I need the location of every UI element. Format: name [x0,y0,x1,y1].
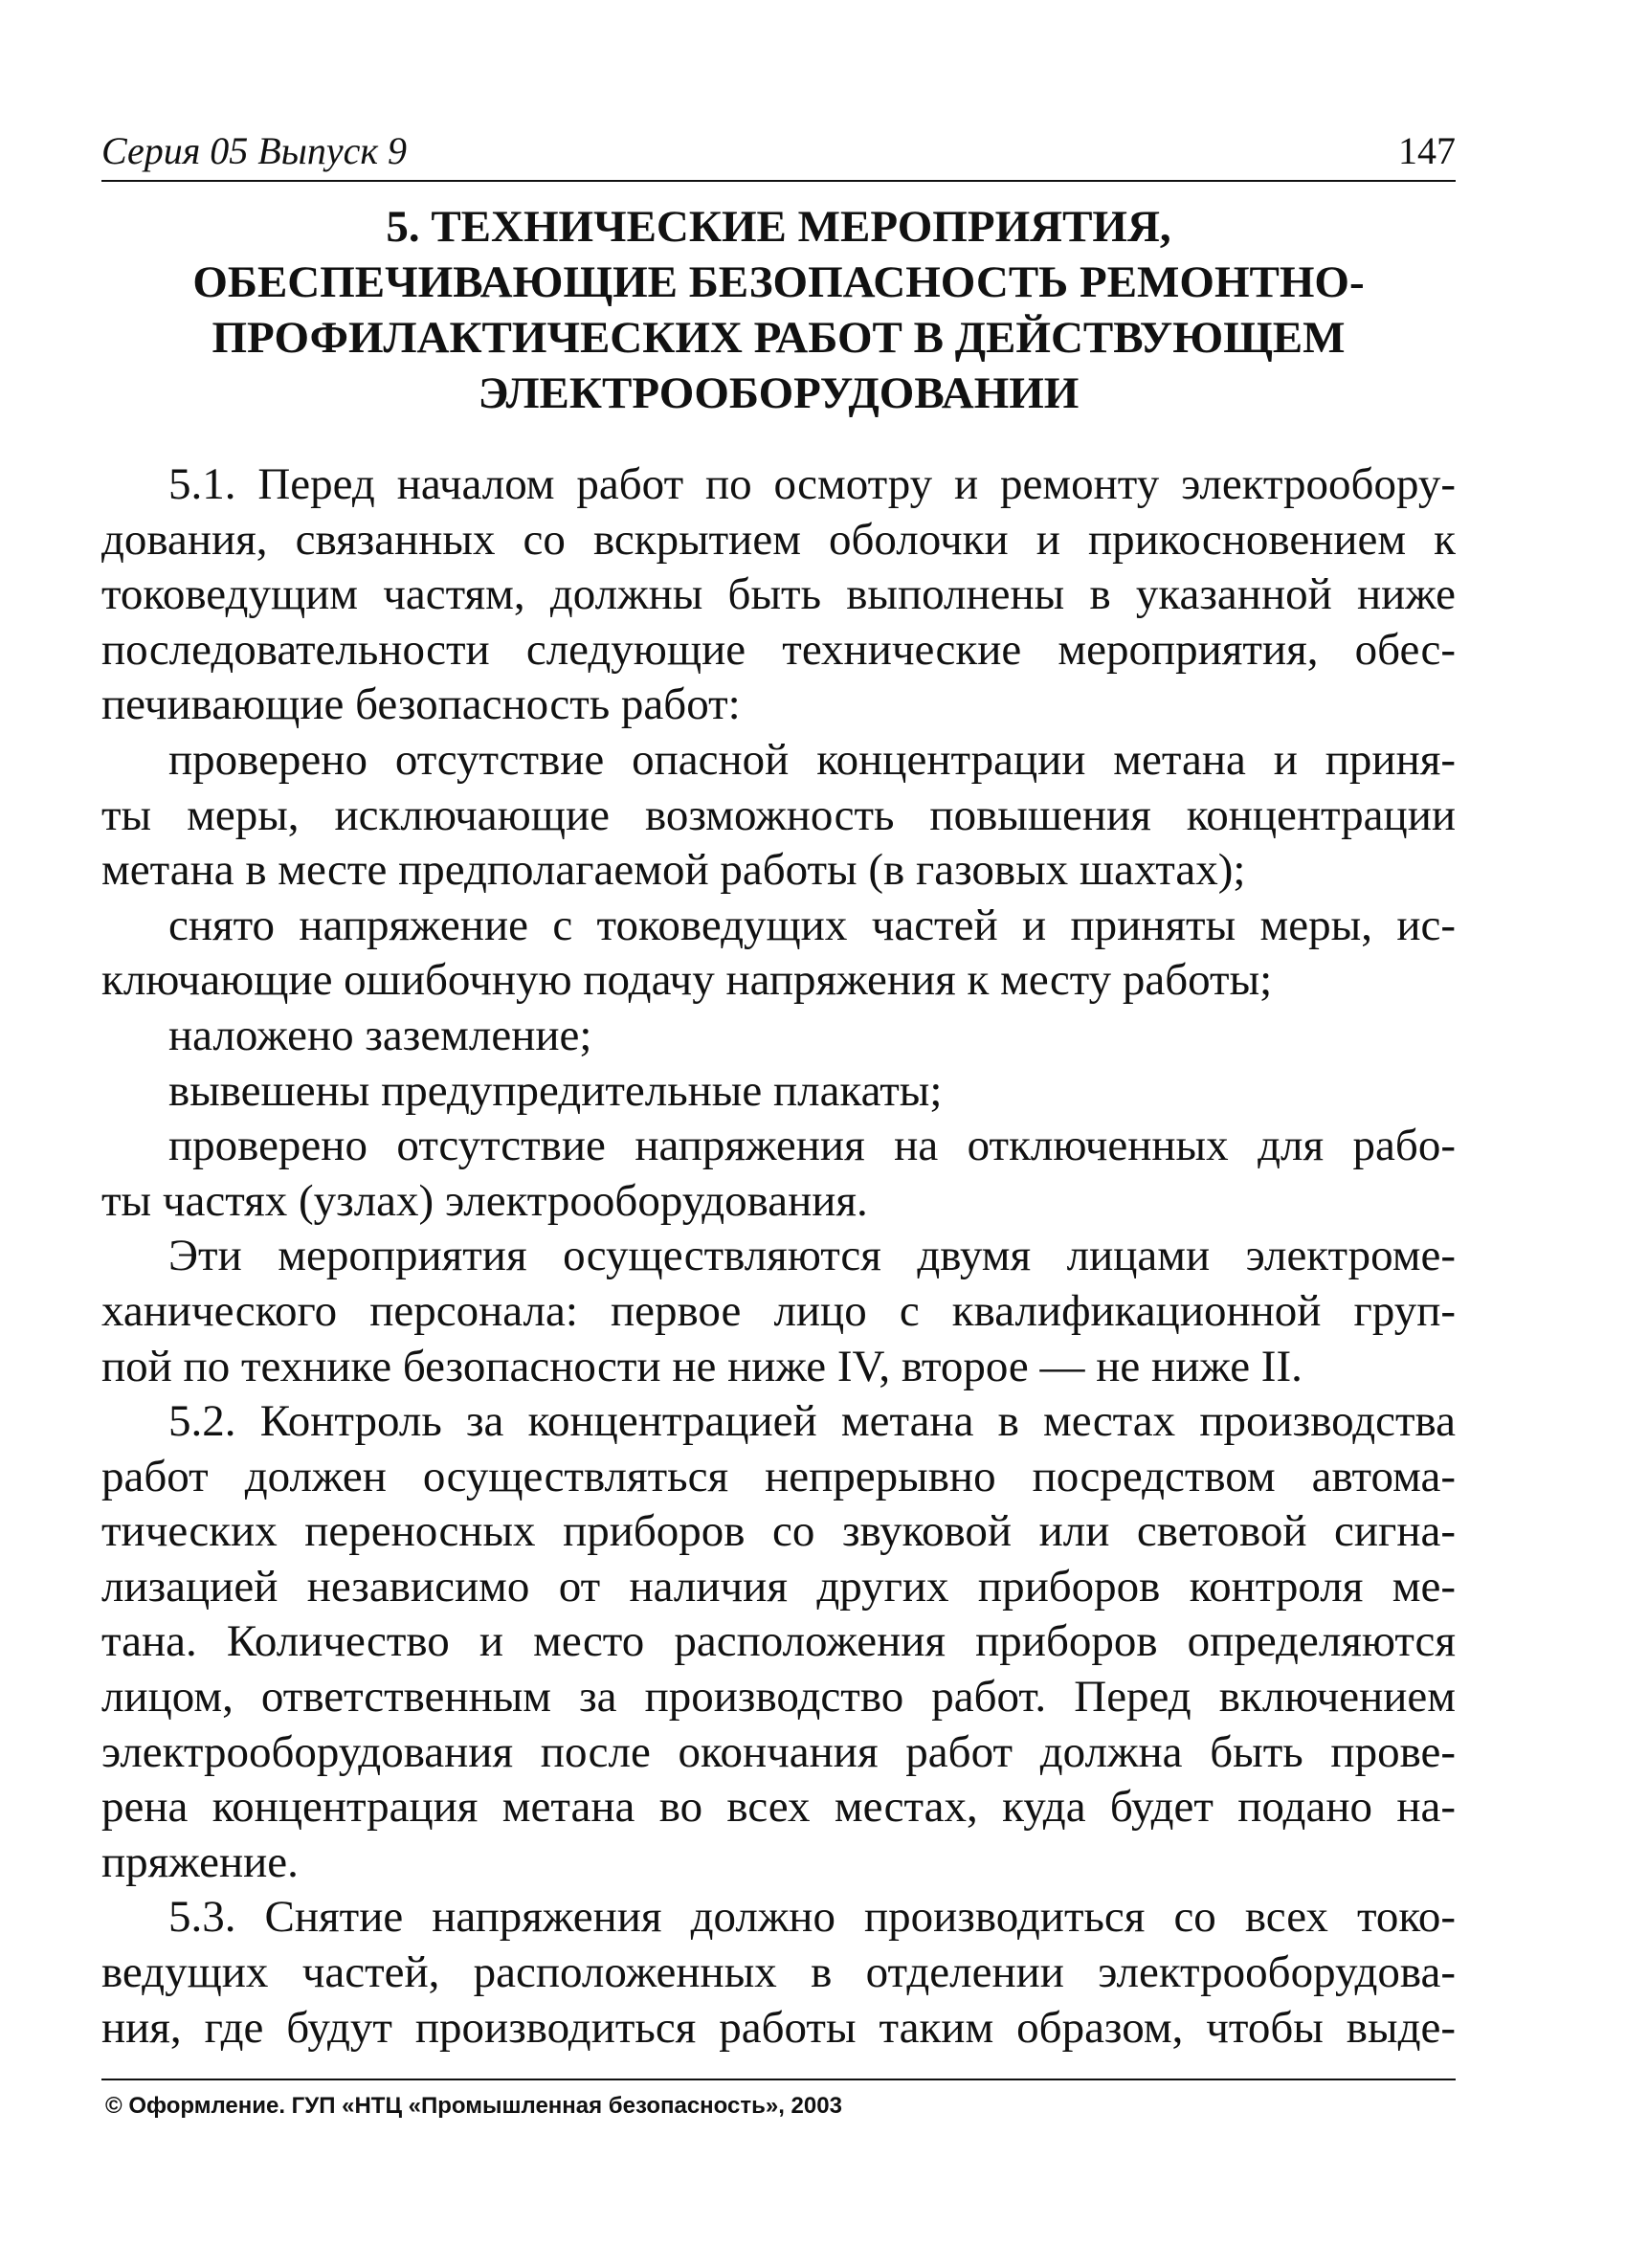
text-line: наложено заземление; [168,1010,592,1060]
running-header [101,122,1456,182]
text-line: ния, где будут производиться работы таким образом, чтобы выде- [101,2002,1456,2053]
text-line: метана в месте предполагаемой работы (в газовых шахтах); [101,845,1246,896]
copyright-note: © Оформление. ГУП «НТЦ «Промышленная безопасность», 2003 [105,2093,842,2119]
text-line: 5.3. Снятие напряжения должно производиться со всех токо- [168,1892,1456,1943]
text-line: пой по технике безопасности не ниже IV, второе — не ниже II. [101,1341,1303,1391]
text-line: токоведущим частям, должны быть выполнены в указанной ниже [101,569,1456,620]
text-line: ты частях (узлах) электрооборудования. [101,1175,868,1226]
text-line: печивающие безопасность работ: [101,679,741,730]
text-line: проверено отсутствие опасной концентрации метана и приня- [168,734,1456,785]
text-line: ханического персонала: первое лицо с квалификационной груп- [101,1285,1456,1336]
body-text [101,457,1456,2056]
section-title [101,199,1456,421]
text-line: тических переносных приборов со звуковой или световой сигна- [101,1506,1456,1557]
text-line: ты меры, исключающие возможность повышения концентрации [101,789,1456,840]
text-line: лизацией независимо от наличия других приборов контроля ме- [101,1561,1456,1612]
text-line: ведущих частей, расположенных в отделении электрооборудова- [101,1947,1456,1998]
text-line: тана. Количество и место расположения приборов определяются [101,1616,1456,1667]
text-line: работ должен осуществляться непрерывно посредством автома- [101,1451,1456,1501]
series-label: Серия 05 Выпуск 9 [101,129,408,172]
text-line: электрооборудования после окончания работ должна быть прове- [101,1726,1456,1777]
title-line: ПРОФИЛАКТИЧЕСКИХ РАБОТ В ДЕЙСТВУЮЩЕМ [212,313,1346,363]
title-line: ЭЛЕКТРООБОРУДОВАНИИ [478,368,1080,418]
text-line: Эти мероприятия осуществляются двумя лицами электроме- [168,1231,1456,1281]
text-line: рена концентрация метана во всех местах, куда будет подано на- [101,1782,1456,1833]
text-line: 5.1. Перед началом работ по осмотру и ремонту электрообору- [168,459,1456,509]
text-line: проверено отсутствие напряжения на отключенных для рабо- [168,1121,1456,1171]
page-number: 147 [1398,129,1456,172]
text-line: пряжение. [101,1836,299,1887]
text-line: 5.2. Контроль за концентрацией метана в местах производства [168,1396,1456,1447]
footnote-divider [101,2079,1456,2080]
text-line: вывешены предупредительные плакаты; [168,1065,943,1116]
title-line: ОБЕСПЕЧИВАЮЩИЕ БЕЗОПАСНОСТЬ РЕМОНТНО- [192,257,1365,307]
text-line: последовательности следующие технические мероприятия, обес- [101,624,1456,675]
title-line: 5. ТЕХНИЧЕСКИЕ МЕРОПРИЯТИЯ, [386,202,1171,252]
text-line: дования, связанных со вскрытием оболочки и прикосновением к [101,514,1456,565]
text-line: ключающие ошибочную подачу напряжения к месту работы; [101,955,1273,1006]
text-line: лицом, ответственным за производство работ. Перед включением [101,1672,1456,1723]
text-line: снято напряжение с токоведущих частей и приняты меры, ис- [168,900,1456,950]
